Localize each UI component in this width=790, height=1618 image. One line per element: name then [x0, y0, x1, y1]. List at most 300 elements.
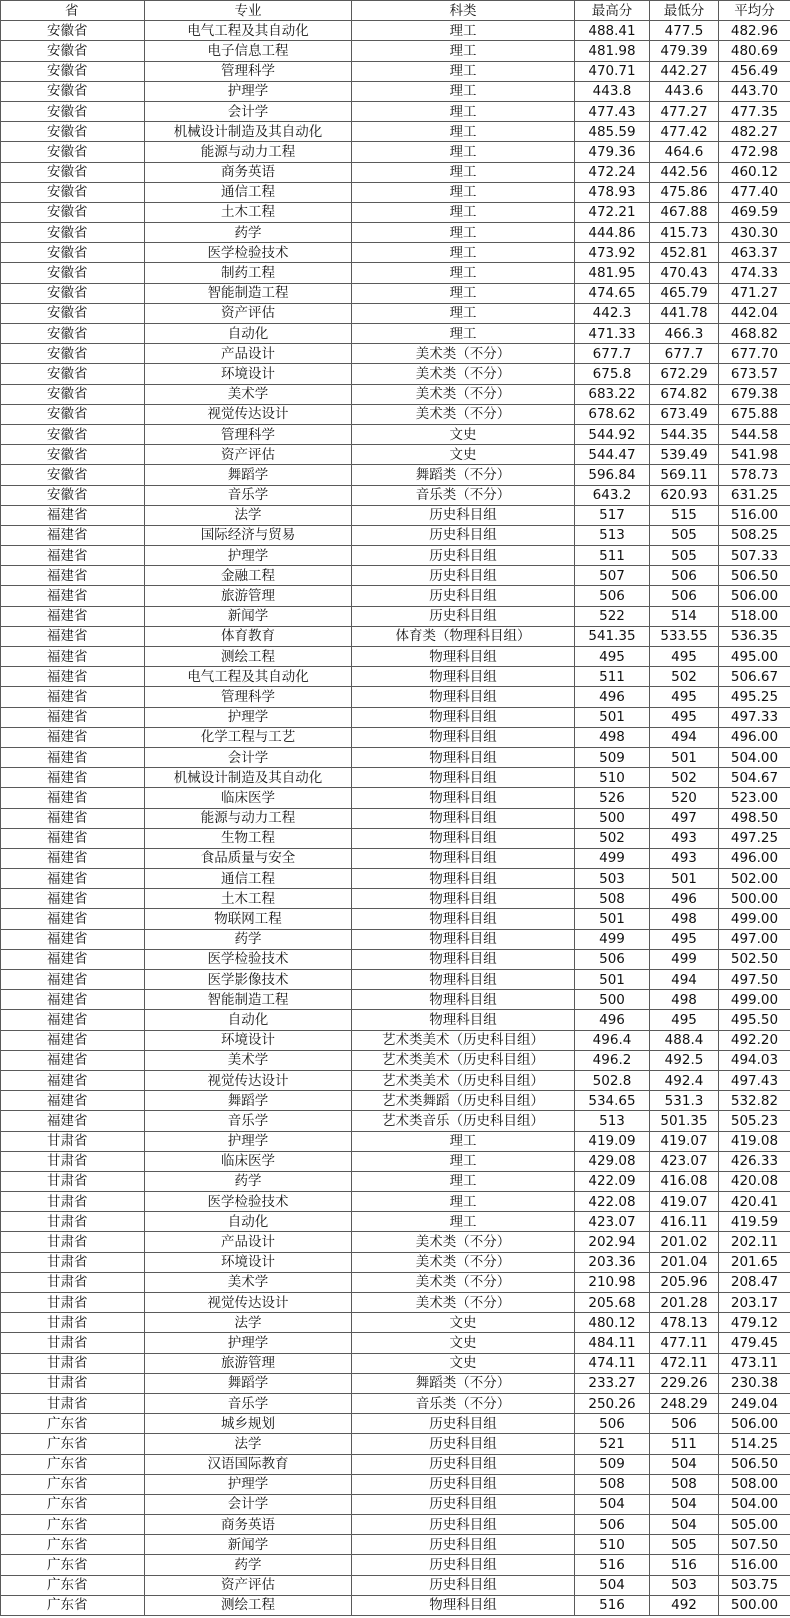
min-score-cell: 520	[650, 788, 719, 808]
table-row	[1, 1414, 790, 1434]
min-score-cell: 479.39	[650, 41, 719, 61]
max-score-cell: 507	[575, 566, 650, 586]
category-cell: 理工	[352, 1192, 575, 1212]
max-score-cell: 508	[575, 889, 650, 909]
avg-score-cell: 203.17	[719, 1293, 790, 1313]
avg-score-cell: 506.00	[719, 1414, 790, 1434]
category-cell: 历史科目组	[352, 1454, 575, 1474]
min-score-cell: 502	[650, 667, 719, 687]
max-score-cell: 526	[575, 788, 650, 808]
table-row	[1, 364, 790, 384]
max-score-cell: 470.71	[575, 61, 650, 81]
table-row	[1, 1192, 790, 1212]
min-score-cell: 516	[650, 1555, 719, 1575]
major-cell: 管理科学	[145, 61, 352, 81]
table-row	[1, 1070, 790, 1090]
min-score-cell: 442.56	[650, 162, 719, 182]
table-row	[1, 485, 790, 505]
province-cell: 甘肃省	[1, 1252, 145, 1272]
avg-score-cell: 497.25	[719, 828, 790, 848]
major-cell: 智能制造工程	[145, 990, 352, 1010]
max-score-cell: 596.84	[575, 465, 650, 485]
table-row	[1, 263, 790, 283]
table-row	[1, 848, 790, 868]
min-score-cell: 495	[650, 647, 719, 667]
avg-score-cell: 495.00	[719, 647, 790, 667]
table-row	[1, 81, 790, 101]
max-score-cell: 474.11	[575, 1353, 650, 1373]
avg-score-cell: 516.00	[719, 505, 790, 525]
min-score-cell: 505	[650, 525, 719, 545]
max-score-cell: 496	[575, 687, 650, 707]
min-score-cell: 505	[650, 1535, 719, 1555]
min-score-cell: 467.88	[650, 202, 719, 222]
table-row	[1, 788, 790, 808]
major-cell: 旅游管理	[145, 1353, 352, 1373]
avg-score-cell: 502.50	[719, 949, 790, 969]
major-cell: 测绘工程	[145, 1595, 352, 1615]
province-cell: 福建省	[1, 889, 145, 909]
max-score-cell: 480.12	[575, 1313, 650, 1333]
major-cell: 法学	[145, 505, 352, 525]
max-score-cell: 485.59	[575, 122, 650, 142]
max-score-cell: 510	[575, 768, 650, 788]
min-score-cell: 416.11	[650, 1212, 719, 1232]
max-score-cell: 522	[575, 606, 650, 626]
avg-score-cell: 460.12	[719, 162, 790, 182]
province-cell: 福建省	[1, 546, 145, 566]
max-score-cell: 506	[575, 1414, 650, 1434]
category-cell: 物理科目组	[352, 848, 575, 868]
min-score-cell: 470.43	[650, 263, 719, 283]
avg-score-cell: 420.41	[719, 1192, 790, 1212]
table-row	[1, 525, 790, 545]
avg-score-cell: 508.00	[719, 1474, 790, 1494]
category-cell: 历史科目组	[352, 505, 575, 525]
max-score-cell: 504	[575, 1575, 650, 1595]
category-cell: 历史科目组	[352, 606, 575, 626]
table-row	[1, 324, 790, 344]
major-cell: 商务英语	[145, 1515, 352, 1535]
category-cell: 文史	[352, 445, 575, 465]
major-cell: 电气工程及其自动化	[145, 21, 352, 41]
category-cell: 理工	[352, 303, 575, 323]
max-score-cell: 677.7	[575, 344, 650, 364]
avg-score-cell: 430.30	[719, 223, 790, 243]
min-score-cell: 511	[650, 1434, 719, 1454]
major-cell: 会计学	[145, 1494, 352, 1514]
province-cell: 甘肃省	[1, 1313, 145, 1333]
max-score-cell: 210.98	[575, 1272, 650, 1292]
max-score-cell: 481.98	[575, 41, 650, 61]
major-cell: 机械设计制造及其自动化	[145, 122, 352, 142]
major-cell: 通信工程	[145, 869, 352, 889]
min-score-cell: 495	[650, 1010, 719, 1030]
max-score-cell: 419.09	[575, 1131, 650, 1151]
table-row	[1, 909, 790, 929]
major-cell: 医学检验技术	[145, 1192, 352, 1212]
min-score-cell: 673.49	[650, 404, 719, 424]
major-cell: 法学	[145, 1313, 352, 1333]
avg-score-cell: 201.65	[719, 1252, 790, 1272]
max-score-cell: 477.43	[575, 101, 650, 121]
province-cell: 安徽省	[1, 243, 145, 263]
header-major: 专业	[145, 1, 352, 21]
avg-score-cell: 505.23	[719, 1111, 790, 1131]
province-cell: 福建省	[1, 1050, 145, 1070]
min-score-cell: 477.5	[650, 21, 719, 41]
major-cell: 美术学	[145, 1050, 352, 1070]
header-row	[1, 1, 790, 21]
province-cell: 广东省	[1, 1515, 145, 1535]
major-cell: 食品质量与安全	[145, 848, 352, 868]
max-score-cell: 422.09	[575, 1171, 650, 1191]
major-cell: 城乡规划	[145, 1414, 352, 1434]
min-score-cell: 419.07	[650, 1192, 719, 1212]
max-score-cell: 508	[575, 1474, 650, 1494]
table-row	[1, 1595, 790, 1615]
table-row	[1, 182, 790, 202]
avg-score-cell: 472.98	[719, 142, 790, 162]
category-cell: 物理科目组	[352, 869, 575, 889]
max-score-cell: 422.08	[575, 1192, 650, 1212]
min-score-cell: 492.4	[650, 1070, 719, 1090]
avg-score-cell: 504.67	[719, 768, 790, 788]
min-score-cell: 499	[650, 949, 719, 969]
min-score-cell: 419.07	[650, 1131, 719, 1151]
header-avg-score: 平均分	[719, 1, 790, 21]
max-score-cell: 444.86	[575, 223, 650, 243]
max-score-cell: 474.65	[575, 283, 650, 303]
min-score-cell: 478.13	[650, 1313, 719, 1333]
major-cell: 管理科学	[145, 687, 352, 707]
table-row	[1, 889, 790, 909]
province-cell: 福建省	[1, 747, 145, 767]
min-score-cell: 443.6	[650, 81, 719, 101]
category-cell: 理工	[352, 142, 575, 162]
province-cell: 安徽省	[1, 344, 145, 364]
category-cell: 理工	[352, 81, 575, 101]
max-score-cell: 472.24	[575, 162, 650, 182]
max-score-cell: 484.11	[575, 1333, 650, 1353]
table-row	[1, 1293, 790, 1313]
min-score-cell: 506	[650, 566, 719, 586]
min-score-cell: 229.26	[650, 1373, 719, 1393]
avg-score-cell: 500.00	[719, 889, 790, 909]
table-row	[1, 1575, 790, 1595]
avg-score-cell: 502.00	[719, 869, 790, 889]
major-cell: 体育教育	[145, 626, 352, 646]
province-cell: 福建省	[1, 647, 145, 667]
major-cell: 视觉传达设计	[145, 1070, 352, 1090]
province-cell: 福建省	[1, 566, 145, 586]
avg-score-cell: 202.11	[719, 1232, 790, 1252]
category-cell: 历史科目组	[352, 1555, 575, 1575]
category-cell: 舞蹈类（不分）	[352, 465, 575, 485]
category-cell: 音乐类（不分）	[352, 1393, 575, 1413]
avg-score-cell: 523.00	[719, 788, 790, 808]
major-cell: 资产评估	[145, 303, 352, 323]
table-row	[1, 828, 790, 848]
province-cell: 福建省	[1, 990, 145, 1010]
category-cell: 艺术类舞蹈（历史科目组）	[352, 1091, 575, 1111]
major-cell: 能源与动力工程	[145, 808, 352, 828]
major-cell: 医学检验技术	[145, 243, 352, 263]
category-cell: 艺术类美术（历史科目组）	[352, 1050, 575, 1070]
table-row	[1, 1333, 790, 1353]
max-score-cell: 442.3	[575, 303, 650, 323]
category-cell: 艺术类美术（历史科目组）	[352, 1030, 575, 1050]
min-score-cell: 477.27	[650, 101, 719, 121]
min-score-cell: 488.4	[650, 1030, 719, 1050]
max-score-cell: 521	[575, 1434, 650, 1454]
category-cell: 舞蹈类（不分）	[352, 1373, 575, 1393]
avg-score-cell: 479.12	[719, 1313, 790, 1333]
min-score-cell: 475.86	[650, 182, 719, 202]
min-score-cell: 493	[650, 828, 719, 848]
avg-score-cell: 507.33	[719, 546, 790, 566]
province-cell: 甘肃省	[1, 1151, 145, 1171]
category-cell: 理工	[352, 1212, 575, 1232]
major-cell: 资产评估	[145, 445, 352, 465]
min-score-cell: 416.08	[650, 1171, 719, 1191]
category-cell: 美术类（不分）	[352, 1232, 575, 1252]
major-cell: 国际经济与贸易	[145, 525, 352, 545]
min-score-cell: 496	[650, 889, 719, 909]
header-category: 科类	[352, 1, 575, 21]
max-score-cell: 501	[575, 970, 650, 990]
avg-score-cell: 504.00	[719, 747, 790, 767]
province-cell: 安徽省	[1, 303, 145, 323]
category-cell: 物理科目组	[352, 647, 575, 667]
min-score-cell: 466.3	[650, 324, 719, 344]
min-score-cell: 442.27	[650, 61, 719, 81]
max-score-cell: 683.22	[575, 384, 650, 404]
province-cell: 安徽省	[1, 41, 145, 61]
major-cell: 管理科学	[145, 424, 352, 444]
category-cell: 理工	[352, 283, 575, 303]
avg-score-cell: 503.75	[719, 1575, 790, 1595]
avg-score-cell: 480.69	[719, 41, 790, 61]
category-cell: 物理科目组	[352, 768, 575, 788]
max-score-cell: 511	[575, 667, 650, 687]
max-score-cell: 513	[575, 525, 650, 545]
province-cell: 福建省	[1, 505, 145, 525]
province-cell: 福建省	[1, 1111, 145, 1131]
avg-score-cell: 506.67	[719, 667, 790, 687]
min-score-cell: 506	[650, 586, 719, 606]
avg-score-cell: 495.25	[719, 687, 790, 707]
major-cell: 舞蹈学	[145, 1373, 352, 1393]
table-row	[1, 1091, 790, 1111]
min-score-cell: 508	[650, 1474, 719, 1494]
category-cell: 理工	[352, 324, 575, 344]
category-cell: 历史科目组	[352, 1474, 575, 1494]
province-cell: 广东省	[1, 1535, 145, 1555]
avg-score-cell: 514.25	[719, 1434, 790, 1454]
table-row	[1, 1535, 790, 1555]
table-row	[1, 808, 790, 828]
min-score-cell: 493	[650, 848, 719, 868]
table-row	[1, 424, 790, 444]
avg-score-cell: 506.00	[719, 586, 790, 606]
table-row	[1, 768, 790, 788]
min-score-cell: 515	[650, 505, 719, 525]
province-cell: 甘肃省	[1, 1333, 145, 1353]
min-score-cell: 201.28	[650, 1293, 719, 1313]
major-cell: 美术学	[145, 1272, 352, 1292]
min-score-cell: 494	[650, 727, 719, 747]
major-cell: 护理学	[145, 707, 352, 727]
category-cell: 物理科目组	[352, 929, 575, 949]
category-cell: 理工	[352, 202, 575, 222]
avg-score-cell: 471.27	[719, 283, 790, 303]
avg-score-cell: 497.50	[719, 970, 790, 990]
category-cell: 美术类（不分）	[352, 1272, 575, 1292]
max-score-cell: 488.41	[575, 21, 650, 41]
max-score-cell: 516	[575, 1555, 650, 1575]
category-cell: 文史	[352, 424, 575, 444]
avg-score-cell: 507.50	[719, 1535, 790, 1555]
avg-score-cell: 479.45	[719, 1333, 790, 1353]
max-score-cell: 500	[575, 990, 650, 1010]
category-cell: 理工	[352, 243, 575, 263]
category-cell: 美术类（不分）	[352, 364, 575, 384]
max-score-cell: 506	[575, 949, 650, 969]
major-cell: 旅游管理	[145, 586, 352, 606]
table-row	[1, 303, 790, 323]
avg-score-cell: 504.00	[719, 1494, 790, 1514]
max-score-cell: 472.21	[575, 202, 650, 222]
major-cell: 产品设计	[145, 344, 352, 364]
max-score-cell: 516	[575, 1595, 650, 1615]
major-cell: 视觉传达设计	[145, 404, 352, 424]
province-cell: 安徽省	[1, 283, 145, 303]
max-score-cell: 544.92	[575, 424, 650, 444]
category-cell: 物理科目组	[352, 667, 575, 687]
category-cell: 物理科目组	[352, 1010, 575, 1030]
min-score-cell: 201.04	[650, 1252, 719, 1272]
major-cell: 药学	[145, 929, 352, 949]
table-row	[1, 626, 790, 646]
table-row	[1, 505, 790, 525]
max-score-cell: 534.65	[575, 1091, 650, 1111]
avg-score-cell: 442.04	[719, 303, 790, 323]
table-row	[1, 1212, 790, 1232]
table-row	[1, 1252, 790, 1272]
province-cell: 福建省	[1, 1091, 145, 1111]
category-cell: 物理科目组	[352, 970, 575, 990]
category-cell: 美术类（不分）	[352, 384, 575, 404]
avg-score-cell: 536.35	[719, 626, 790, 646]
category-cell: 历史科目组	[352, 546, 575, 566]
min-score-cell: 504	[650, 1494, 719, 1514]
major-cell: 测绘工程	[145, 647, 352, 667]
major-cell: 金融工程	[145, 566, 352, 586]
max-score-cell: 509	[575, 1454, 650, 1474]
min-score-cell: 492	[650, 1595, 719, 1615]
category-cell: 历史科目组	[352, 1575, 575, 1595]
min-score-cell: 501	[650, 747, 719, 767]
major-cell: 临床医学	[145, 1151, 352, 1171]
table-row	[1, 61, 790, 81]
avg-score-cell: 541.98	[719, 445, 790, 465]
table-row	[1, 1030, 790, 1050]
province-cell: 广东省	[1, 1434, 145, 1454]
avg-score-cell: 496.00	[719, 727, 790, 747]
avg-score-cell: 492.20	[719, 1030, 790, 1050]
province-cell: 安徽省	[1, 61, 145, 81]
province-cell: 福建省	[1, 525, 145, 545]
province-cell: 甘肃省	[1, 1212, 145, 1232]
min-score-cell: 539.49	[650, 445, 719, 465]
avg-score-cell: 506.50	[719, 1454, 790, 1474]
max-score-cell: 502.8	[575, 1070, 650, 1090]
category-cell: 文史	[352, 1333, 575, 1353]
category-cell: 文史	[352, 1353, 575, 1373]
min-score-cell: 423.07	[650, 1151, 719, 1171]
avg-score-cell: 516.00	[719, 1555, 790, 1575]
table-row	[1, 1313, 790, 1333]
max-score-cell: 473.92	[575, 243, 650, 263]
max-score-cell: 481.95	[575, 263, 650, 283]
min-score-cell: 514	[650, 606, 719, 626]
province-cell: 甘肃省	[1, 1393, 145, 1413]
max-score-cell: 496.4	[575, 1030, 650, 1050]
avg-score-cell: 508.25	[719, 525, 790, 545]
major-cell: 药学	[145, 1171, 352, 1191]
category-cell: 美术类（不分）	[352, 1293, 575, 1313]
major-cell: 机械设计制造及其自动化	[145, 768, 352, 788]
table-row	[1, 162, 790, 182]
category-cell: 历史科目组	[352, 525, 575, 545]
max-score-cell: 541.35	[575, 626, 650, 646]
province-cell: 福建省	[1, 707, 145, 727]
province-cell: 广东省	[1, 1454, 145, 1474]
avg-score-cell: 631.25	[719, 485, 790, 505]
min-score-cell: 477.11	[650, 1333, 719, 1353]
avg-score-cell: 679.38	[719, 384, 790, 404]
province-cell: 安徽省	[1, 81, 145, 101]
avg-score-cell: 443.70	[719, 81, 790, 101]
major-cell: 环境设计	[145, 1252, 352, 1272]
category-cell: 物理科目组	[352, 788, 575, 808]
province-cell: 安徽省	[1, 142, 145, 162]
major-cell: 法学	[145, 1434, 352, 1454]
max-score-cell: 496	[575, 1010, 650, 1030]
major-cell: 护理学	[145, 81, 352, 101]
max-score-cell: 499	[575, 848, 650, 868]
category-cell: 美术类（不分）	[352, 404, 575, 424]
table-row	[1, 586, 790, 606]
header-province: 省	[1, 1, 145, 21]
category-cell: 艺术类音乐（历史科目组）	[352, 1111, 575, 1131]
major-cell: 临床医学	[145, 788, 352, 808]
avg-score-cell: 499.00	[719, 990, 790, 1010]
max-score-cell: 498	[575, 727, 650, 747]
max-score-cell: 544.47	[575, 445, 650, 465]
major-cell: 视觉传达设计	[145, 1293, 352, 1313]
table-row	[1, 465, 790, 485]
table-row	[1, 606, 790, 626]
category-cell: 理工	[352, 1131, 575, 1151]
major-cell: 生物工程	[145, 828, 352, 848]
major-cell: 会计学	[145, 747, 352, 767]
max-score-cell: 233.27	[575, 1373, 650, 1393]
category-cell: 物理科目组	[352, 889, 575, 909]
min-score-cell: 495	[650, 929, 719, 949]
table-row	[1, 727, 790, 747]
